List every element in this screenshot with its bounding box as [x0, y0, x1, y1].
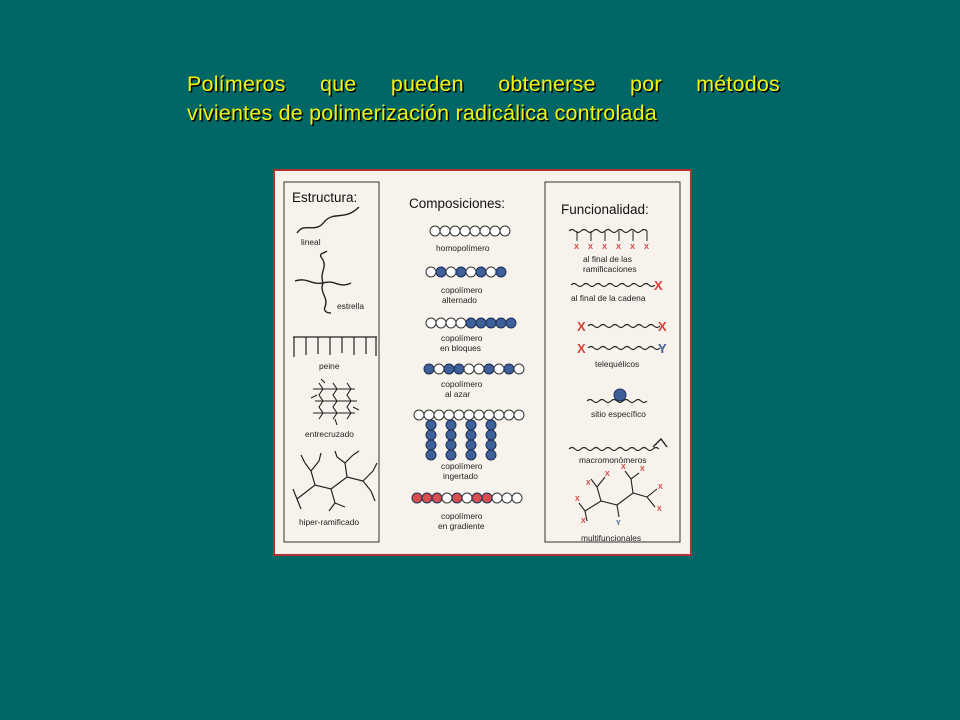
monomer-bead — [480, 226, 490, 236]
y-mark: Y — [658, 341, 667, 356]
monomer-bead — [446, 318, 456, 328]
monomer-bead — [436, 267, 446, 277]
monomer-bead — [466, 450, 476, 460]
monomer-bead — [426, 450, 436, 460]
monomer-bead — [442, 493, 452, 503]
monomer-bead — [426, 430, 436, 440]
monomer-bead — [466, 318, 476, 328]
monomer-bead — [450, 226, 460, 236]
x-mark: X — [574, 242, 580, 251]
monomer-bead — [434, 364, 444, 374]
monomer-bead — [446, 420, 456, 430]
monomer-bead — [452, 493, 462, 503]
monomer-bead — [496, 267, 506, 277]
monomer-bead — [474, 364, 484, 374]
monomer-bead — [414, 410, 424, 420]
functionality-label: sitio específico — [591, 409, 646, 419]
slide-title — [187, 70, 780, 128]
title-word: obtenerse — [498, 72, 596, 96]
structure-label: lineal — [301, 237, 321, 247]
monomer-bead — [422, 493, 432, 503]
monomer-bead — [486, 430, 496, 440]
monomer-bead — [486, 267, 496, 277]
composition-label: al azar — [445, 389, 471, 399]
title-word: métodos — [696, 72, 780, 96]
functionality-label: telequélicos — [595, 359, 640, 369]
composition-heading: Composiciones: — [409, 196, 506, 211]
macromonomer-icon — [569, 439, 667, 451]
monomer-bead — [426, 318, 436, 328]
monomer-bead — [454, 410, 464, 420]
polymer-diagram — [275, 171, 690, 554]
site-specific-icon — [587, 389, 647, 403]
title-word: Polímeros — [187, 72, 286, 96]
monomer-bead — [456, 318, 466, 328]
x-mark: X — [630, 242, 636, 251]
composition-label: copolímero — [441, 379, 483, 389]
composition-label: en bloques — [440, 343, 481, 353]
monomer-bead — [446, 440, 456, 450]
multifunctional-icon — [575, 464, 663, 527]
structure-heading: Estructura: — [292, 190, 358, 205]
x-mark: X — [616, 242, 622, 251]
structure-label: entrecruzado — [305, 429, 354, 439]
x-mark: X — [658, 319, 667, 334]
monomer-bead — [500, 226, 510, 236]
x-mark: X — [640, 466, 645, 473]
composition-label: copolímero — [441, 333, 483, 343]
monomer-bead — [492, 493, 502, 503]
monomer-bead — [486, 420, 496, 430]
monomer-bead — [504, 364, 514, 374]
x-mark: X — [657, 506, 662, 513]
monomer-bead — [514, 410, 524, 420]
x-mark: X — [575, 496, 580, 503]
monomer-bead — [440, 226, 450, 236]
monomer-bead — [484, 364, 494, 374]
monomer-bead — [502, 493, 512, 503]
structure-label: estrella — [337, 301, 364, 311]
title-word: por — [630, 72, 662, 96]
title-line-2: vivientes de polimerización radicálica controlada — [187, 101, 657, 125]
functionality-label: ramificaciones — [583, 264, 637, 274]
x-mark: X — [586, 480, 591, 487]
monomer-bead — [470, 226, 480, 236]
monomer-bead — [426, 440, 436, 450]
functionality-label: macromonómeros — [579, 455, 647, 465]
monomer-bead — [484, 410, 494, 420]
chain-end-function-icon — [571, 278, 663, 293]
monomer-bead — [496, 318, 506, 328]
x-mark: X — [605, 471, 610, 478]
monomer-bead — [466, 430, 476, 440]
composition-label: homopolímero — [436, 243, 490, 253]
monomer-bead — [476, 267, 486, 277]
crosslinked-polymer-icon — [311, 379, 359, 425]
title-word: pueden — [390, 72, 464, 96]
x-mark: X — [581, 518, 586, 525]
monomer-bead — [424, 364, 434, 374]
monomer-bead — [462, 493, 472, 503]
monomer-bead — [444, 410, 454, 420]
composition-label: en gradiente — [438, 521, 485, 531]
monomer-bead — [426, 267, 436, 277]
monomer-bead — [474, 410, 484, 420]
monomer-bead — [494, 364, 504, 374]
comb-polymer-icon — [293, 337, 377, 357]
polymer-figure — [273, 169, 692, 556]
x-mark: X — [602, 242, 608, 251]
monomer-bead — [486, 318, 496, 328]
structure-label: peine — [319, 361, 340, 371]
monomer-bead — [476, 318, 486, 328]
monomer-bead — [460, 226, 470, 236]
composition-label: copolímero — [441, 461, 483, 471]
monomer-bead — [424, 410, 434, 420]
monomer-bead — [456, 267, 466, 277]
branch-end-function-icon — [569, 230, 649, 252]
monomer-bead — [464, 410, 474, 420]
functionality-label: al final de las — [583, 254, 632, 264]
monomer-bead — [514, 364, 524, 374]
monomer-bead — [412, 493, 422, 503]
monomer-bead — [446, 450, 456, 460]
monomer-bead — [472, 493, 482, 503]
monomer-bead — [434, 410, 444, 420]
x-mark: X — [577, 341, 586, 356]
functionality-label: al final de la cadena — [571, 293, 646, 303]
functionality-heading: Funcionalidad: — [561, 202, 649, 217]
monomer-bead — [426, 420, 436, 430]
title-word: que — [319, 72, 357, 96]
composition-label: alternado — [442, 295, 477, 305]
x-mark: X — [588, 242, 594, 251]
monomer-bead — [446, 430, 456, 440]
linear-polymer-icon — [297, 207, 359, 233]
x-mark: X — [654, 278, 663, 293]
title-line-1 — [187, 70, 780, 99]
monomer-bead — [506, 318, 516, 328]
monomer-bead — [454, 364, 464, 374]
monomer-bead — [466, 267, 476, 277]
x-mark: X — [644, 242, 650, 251]
x-mark: X — [658, 484, 663, 491]
monomer-bead — [486, 450, 496, 460]
monomer-bead — [444, 364, 454, 374]
monomer-bead — [486, 440, 496, 450]
monomer-bead — [490, 226, 500, 236]
monomer-bead — [430, 226, 440, 236]
monomer-bead — [512, 493, 522, 503]
composition-label: copolímero — [441, 285, 483, 295]
telechelic-icon — [577, 319, 667, 356]
monomer-bead — [446, 267, 456, 277]
monomer-bead — [466, 440, 476, 450]
monomer-bead — [432, 493, 442, 503]
monomer-bead — [464, 364, 474, 374]
y-mark: Y — [616, 520, 621, 527]
monomer-bead — [504, 410, 514, 420]
functionality-label: multifuncionales — [581, 533, 642, 543]
hyperbranched-polymer-icon — [293, 451, 377, 511]
composition-label: ingertado — [443, 471, 478, 481]
monomer-bead — [436, 318, 446, 328]
monomer-bead — [494, 410, 504, 420]
composition-label: copolímero — [441, 511, 483, 521]
x-mark: X — [621, 464, 626, 471]
monomer-bead — [466, 420, 476, 430]
x-mark: X — [577, 319, 586, 334]
monomer-bead — [482, 493, 492, 503]
structure-label: hiper-ramificado — [299, 517, 360, 527]
